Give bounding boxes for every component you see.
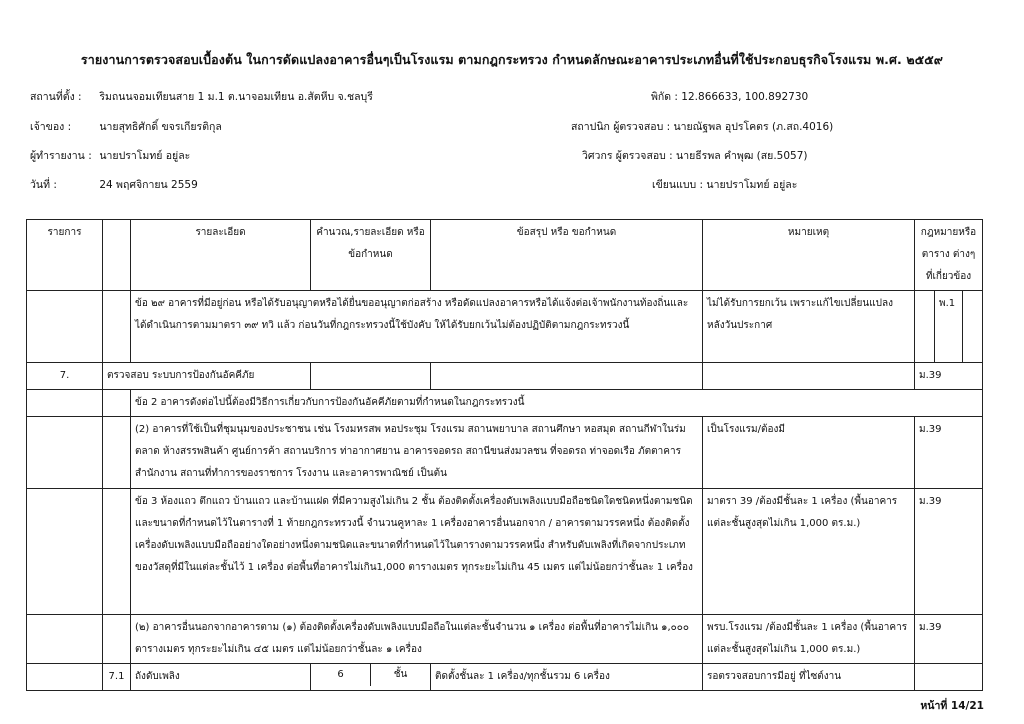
table-row [27, 291, 983, 363]
row-text: ถังดับเพลิง [131, 664, 311, 691]
table-row [27, 664, 983, 691]
reporter-value: นายปราโมทย์ อยู่ละ [99, 150, 191, 162]
table-row [27, 390, 983, 417]
owner-label: เจ้าของ : [30, 121, 72, 133]
row-law: ม.39 [915, 363, 983, 390]
date-row [30, 176, 198, 193]
row-law: ม.39 [915, 417, 983, 489]
row-summary: ติดตั้งชั้นละ 1 เครื่อง/ทุกชั้นรวม 6 เครื่อง [431, 664, 703, 691]
table-row [27, 615, 983, 664]
header-item: รายการ [27, 220, 103, 291]
table-header-row [27, 220, 983, 291]
drafter: เขียนแบบ : นายปราโมทย์ อยู่ละ [652, 179, 798, 191]
location-value: ริมถนนจอมเทียนสาย 1 ม.1 ต.นาจอมเทียน อ.สัตหีบ จ.ชลบุรี [99, 91, 373, 103]
row-text: (๒) อาคารอื่นนอกจากอาคารตาม (๑) ต้องติดตั้งเครื่องดับเพลิงแบบมือถือในแต่ละชั้นจำนวน ๑ เครื่อง ต่อพื้นที่อาคารไม่เกิน ๑,๐๐๐ ตารางเมตร ทุกระยะไม่เกิน ๔๕ เมตร แต่ไม่น้อยกว่าชั้นละ ๑ เครื่อง [131, 615, 703, 664]
coordinates: พิกัด : 12.866633, 100.892730 [651, 91, 809, 103]
row-unit: ชั้น [393, 669, 408, 680]
row-text: (2) อาคารที่ใช้เป็นที่ชุมนุมของประชาชน เช่น โรงมหรสพ หอประชุม โรงแรม สถานพยาบาล สถานศึกษา หอสมุด สถานกีฬาในร่ม ตลาด ห้างสรรพสินค้า ศูนย์การค้า สถานบริการ ท่าอากาศยาน อาคารจอดรถ สถานีขนส่งมวลชน ที่จอดรถ ท่าจอดเรือ ภัตตาคาร สำนักงาน สถานที่ทำการของราชการ โรงงาน และอาคารพาณิชย์ เป็นต้น [131, 417, 703, 489]
inspection-table [26, 219, 983, 691]
row-item-number: 7.1 [103, 664, 131, 691]
date-value: 24 พฤศจิกายน 2559 [99, 179, 198, 191]
table-row [27, 363, 983, 390]
report-title: รายงานการตรวจสอบเบื้องต้น ในการดัดแปลงอาคารอื่นๆเป็นโรงแรม ตามกฎกระทรวง กำหนดลักษณะอาคารประเภทอื่นที่ใช้ประกอบธุรกิจโรงแรม พ.ศ. ๒๕๕๙ [80, 52, 944, 67]
engineer-inspector: วิศวกร ผู้ตรวจสอบ : นายธีรพล คำพุฒ (สย.5057) [582, 150, 808, 162]
header-note: หมายเหตุ [703, 220, 915, 291]
row-text: ข้อ ๒๙ อาคารที่มีอยู่ก่อน หรือได้รับอนุญาตหรือได้ยื่นขออนุญาตก่อสร้าง หรือดัดแปลงอาคารหรือได้แจ้งต่อเจ้าพนักงานท้องถิ่นและได้ดำเนินการตามมาตรา ๓๙ ทวิ แล้ว ก่อนวันที่กฎกระทรวงนี้ใช้บังคับ ให้ได้รับยกเว้นไม่ต้องปฏิบัติตามกฎกระทรวงนี้ [131, 291, 703, 363]
row-law: พ.1 [935, 291, 963, 363]
reporter-row [30, 147, 190, 164]
date-label: วันที่ : [30, 179, 57, 191]
row-item-number: 7. [27, 363, 103, 390]
row-law: ม.39 [915, 489, 983, 615]
row-text: ข้อ 3 ห้องแถว ตึกแถว บ้านแถว และบ้านแฝด ที่มีความสูงไม่เกิน 2 ชั้น ต้องติดตั้งเครื่องดับเพลิงแบบมือถือชนิดใดชนิดหนึ่งตามชนิดและขนาดที่กำหนดไว้ในตารางที่ 1 ท้ายกฎกระทรวงนี้ จำนวนคูหาละ 1 เครื่องอาคารอื่นนอกจาก / อาคารตามวรรคหนึ่ง ต้องติดตั้งเครื่องดับเพลิงแบบมือถืออย่างใดอย่างหนึ่งตามชนิดและขนาดที่กำหนดไว้ในตารางตามวรรคหนึ่ง สำหรับดับเพลิงที่เกิดจากประเภทของวัสดุที่มีในแต่ละชั้นไว้ 1 เครื่อง ต่อพื้นที่อาคารไม่เกิน1,000 ตารางเมตร ทุกระยะไม่เกิน 45 เมตร แต่ไม่น้อยกว่าชั้นละ 1 เครื่อง [131, 489, 703, 615]
row-note: รอตรวจสอบการมีอยู่ ที่ไซต์งาน [703, 664, 915, 691]
row-note: ไม่ได้รับการยกเว้น เพราะแก้ไขเปลี่ยนแปลงหลังวันประกาศ [703, 291, 915, 363]
row-note: พรบ.โรงแรม /ต้องมีชั้นละ 1 เครื่อง (พื้นอาคารแต่ละชั้นสูงสุดไม่เกิน 1,000 ตร.ม.) [703, 615, 915, 664]
row-qty-unit [311, 664, 431, 691]
header-detail: รายละเอียด [131, 220, 311, 291]
header-calc: คำนวณ,รายละเอียด หรือ ข้อกำหนด [311, 220, 431, 291]
architect-inspector: สถาปนิก ผู้ตรวจสอบ : นายณัฐพล อุปรโคตร (ภ.สถ.4016) [571, 121, 834, 133]
location-label: สถานที่ตั้ง : [30, 91, 82, 103]
owner-row [30, 118, 222, 135]
row-note: เป็นโรงแรม/ต้องมี [703, 417, 915, 489]
header-summary: ข้อสรุป หรือ ขอกำหนด [431, 220, 703, 291]
table-row [27, 417, 983, 489]
header-law: กฎหมายหรือตาราง ต่างๆที่เกี่ยวข้อง [915, 220, 983, 291]
page-number: หน้าที่ 14/21 [920, 700, 984, 712]
header-subitem [103, 220, 131, 291]
row-note: มาตรา 39 /ต้องมีชั้นละ 1 เครื่อง (พื้นอาคารแต่ละชั้นสูงสุดไม่เกิน 1,000 ตร.ม.) [703, 489, 915, 615]
row-law: ม.39 [915, 615, 983, 664]
row-text: ข้อ 2 อาคารดังต่อไปนี้ต้องมีวิธีการเกี่ยวกับการป้องกันอัคคีภัยตามที่กำหนดในกฎกระทรวงนี้ [131, 390, 983, 417]
owner-value: นายสุทธิศักดิ์ ขจรเกียรติกุล [99, 121, 222, 133]
row-text: ตรวจสอบ ระบบการป้องกันอัคคีภัย [103, 363, 311, 390]
location-row [30, 88, 373, 105]
row-qty: 6 [311, 664, 371, 686]
table-row [27, 489, 983, 615]
reporter-label: ผู้ทำรายงาน : [30, 150, 92, 162]
